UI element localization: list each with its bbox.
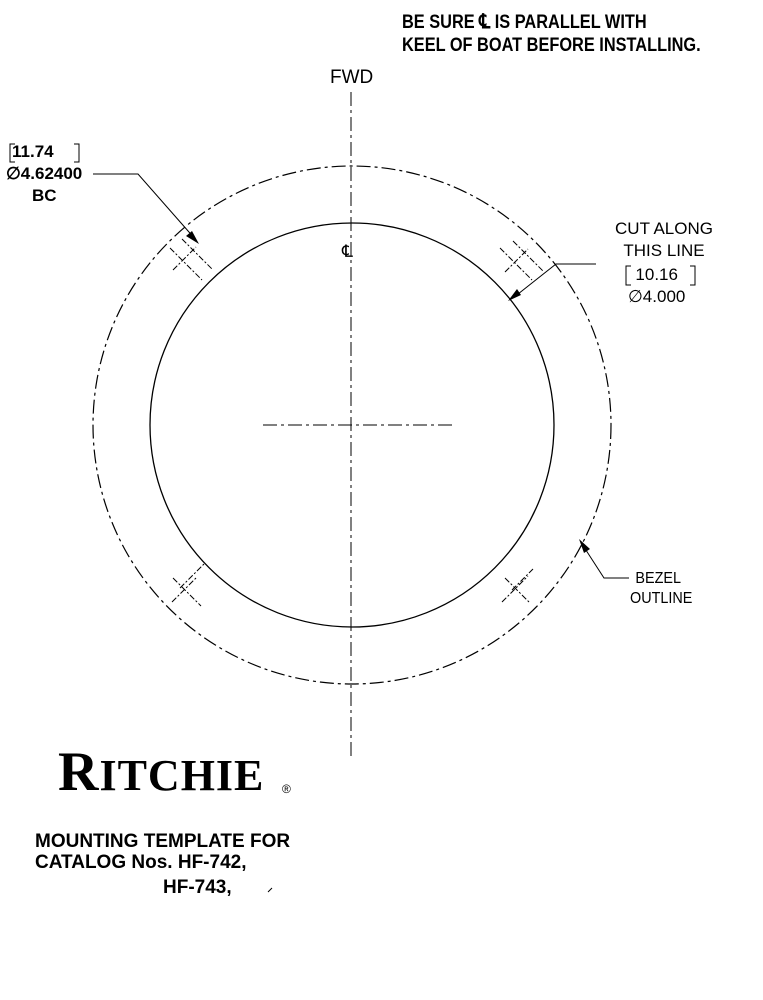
bc-leader-arrow [186, 231, 199, 244]
bolt-hole-top-right [500, 241, 543, 280]
truncated-mark [268, 888, 272, 892]
cut-line1: CUT ALONG [615, 219, 713, 238]
bezel-line2: OUTLINE [630, 590, 693, 607]
centerline-icon: ℄ [479, 11, 491, 33]
fwd-label: FWD [330, 67, 374, 88]
bolt-hole-bottom-right [502, 569, 533, 603]
cut-leader-line [513, 264, 596, 298]
bolt-hole-bottom-left [172, 564, 204, 606]
template-title-line2: CATALOG Nos. HF-742, [35, 852, 247, 873]
cut-along-label [604, 218, 724, 262]
install-note-line1 [402, 11, 701, 34]
bezel-line1: BEZEL [635, 570, 682, 587]
note-text-a: BE SURE [402, 12, 475, 33]
bc-diameter: ∅4.62400 [6, 164, 83, 183]
centerline-icon: ℄ [342, 242, 353, 261]
ritchie-logo [58, 742, 264, 806]
cutout-dimension [628, 264, 685, 308]
install-note-line2: KEEL OF BOAT BEFORE INSTALLING. [402, 35, 701, 56]
cut-leader-arrow [508, 289, 521, 301]
cut-metric: 10.16 [635, 265, 678, 284]
registered-mark: ® [282, 782, 291, 796]
bc-label: BC [32, 186, 57, 205]
cut-diameter: ∅4.000 [628, 287, 686, 306]
bolt-hole-top-left [170, 239, 212, 280]
bezel-outline-label [630, 569, 692, 609]
logo-initial: R [58, 741, 100, 803]
cut-line2: THIS LINE [623, 241, 705, 260]
template-title-line1: MOUNTING TEMPLATE FOR [35, 831, 291, 852]
template-title-line3: HF-743, [163, 877, 232, 898]
note-text-b: IS PARALLEL WITH [494, 12, 647, 33]
logo-rest: ITCHIE [99, 751, 265, 800]
bolt-circle-dimension [6, 141, 82, 207]
install-note [402, 11, 701, 57]
bc-metric: 11.74 [12, 142, 54, 161]
